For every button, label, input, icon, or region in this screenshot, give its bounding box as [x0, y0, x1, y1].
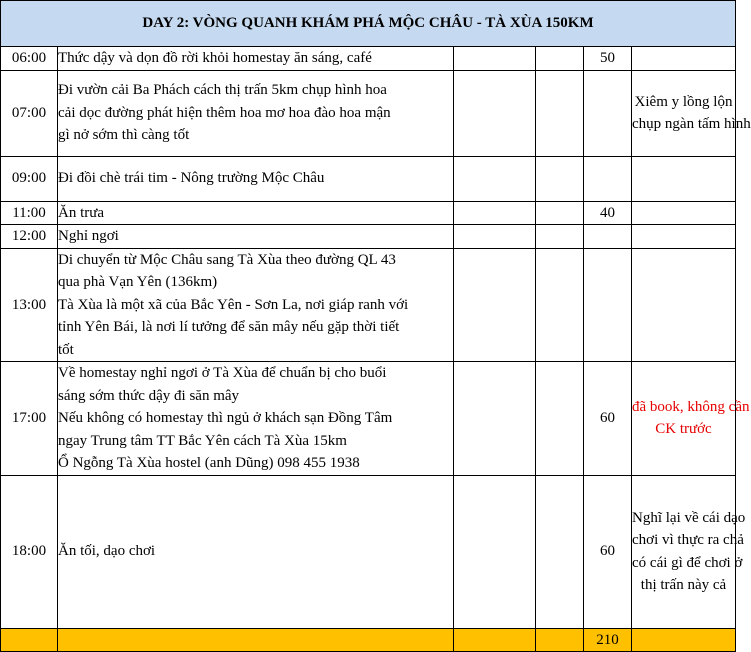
empty-cell[interactable] [536, 475, 584, 628]
itinerary-row [1, 362, 736, 476]
empty-cell[interactable] [536, 248, 584, 362]
empty-cell[interactable] [454, 70, 536, 156]
activity-line: Ăn trưa [58, 204, 105, 221]
empty-cell[interactable] [536, 201, 584, 225]
activity-line: ngay Trung tâm TT Bắc Yên cách Tà Xùa 15km [58, 432, 347, 449]
activity-cell[interactable] [58, 156, 454, 201]
activity-cell[interactable] [58, 47, 454, 71]
empty-cell[interactable] [454, 156, 536, 201]
empty-cell[interactable] [536, 47, 584, 71]
total-empty-cell[interactable] [58, 628, 454, 652]
itinerary-row [1, 248, 736, 362]
itinerary-row [1, 225, 736, 249]
time-cell[interactable]: 06:00 [1, 47, 58, 71]
activity-cell[interactable] [58, 225, 454, 249]
empty-cell[interactable] [536, 70, 584, 156]
cost-cell[interactable]: 60 [584, 362, 632, 476]
note-cell[interactable] [632, 248, 736, 362]
note-line: Xiêm y lồng lộn [634, 93, 733, 110]
note-cell[interactable] [632, 156, 736, 201]
empty-cell[interactable] [536, 156, 584, 201]
note-line: đã book, không cần [632, 398, 750, 415]
itinerary-row [1, 201, 736, 225]
cost-cell[interactable] [584, 225, 632, 249]
activity-line: cải dọc đường phát hiện thêm hoa mơ hoa đào hoa mận [58, 104, 391, 121]
itinerary-row [1, 475, 736, 628]
activity-line: Ổ Ngỗng Tà Xùa hostel (anh Dũng) 098 455 1938 [58, 455, 360, 471]
time-cell[interactable]: 18:00 [1, 475, 58, 628]
activity-cell[interactable] [58, 248, 454, 362]
time-cell[interactable]: 11:00 [1, 201, 58, 225]
empty-cell[interactable] [454, 475, 536, 628]
empty-cell[interactable] [454, 248, 536, 362]
cost-cell[interactable]: 50 [584, 47, 632, 71]
activity-line: Nghỉ ngơi [58, 228, 119, 244]
cost-cell[interactable]: 60 [584, 475, 632, 628]
note-cell[interactable] [632, 475, 746, 628]
cost-cell[interactable] [584, 248, 632, 362]
total-empty-cell[interactable] [536, 628, 584, 652]
total-value[interactable]: 210 [584, 628, 632, 652]
itinerary-row [1, 70, 736, 156]
activity-line: gì nở sớm thì càng tốt [58, 127, 190, 144]
activity-line: qua phà Vạn Yên (136km) [58, 274, 218, 290]
note-line: có cái gì để chơi ở [632, 554, 743, 571]
note-line: thị trấn này cả [640, 577, 727, 593]
itinerary-body [1, 1, 751, 652]
empty-cell[interactable] [454, 225, 536, 249]
activity-cell[interactable] [58, 475, 454, 628]
activity-line: Ăn tối, dạo chơi [58, 543, 156, 560]
itinerary-row [1, 156, 736, 201]
activity-cell[interactable] [58, 70, 454, 156]
note-line: Nghĩ lại về cái dạo [632, 509, 746, 526]
total-empty-cell[interactable] [1, 628, 58, 652]
activity-line: Đi đồi chè trái tim - Nông trường Mộc Châu [58, 170, 325, 187]
note-line: CK trước [655, 421, 712, 438]
activity-line: Tà Xùa là một xã của Bắc Yên - Sơn La, nơi giáp ranh với [58, 296, 409, 313]
note-line: chụp ngàn tấm hình [632, 116, 751, 132]
note-line: chơi vì thực ra chả [632, 532, 744, 548]
time-cell[interactable]: 17:00 [1, 362, 58, 476]
activity-line: Thức dậy và dọn đồ rời khỏi homestay ăn sáng, café [58, 50, 372, 66]
activity-line: Di chuyển từ Mộc Châu sang Tà Xùa theo đường QL 43 [58, 251, 396, 268]
time-cell[interactable]: 13:00 [1, 248, 58, 362]
note-cell[interactable] [632, 225, 736, 249]
note-cell[interactable] [632, 70, 751, 156]
time-cell[interactable]: 09:00 [1, 156, 58, 201]
cost-cell[interactable] [584, 156, 632, 201]
activity-line: Về homestay nghỉ ngơi ở Tà Xùa để chuẩn bị cho buổi [58, 365, 387, 381]
activity-line: tốt [58, 341, 74, 358]
total-row [1, 628, 736, 652]
empty-cell[interactable] [454, 362, 536, 476]
activity-cell[interactable] [58, 201, 454, 225]
title-row [1, 1, 736, 47]
itinerary-row [1, 47, 736, 71]
time-cell[interactable]: 12:00 [1, 225, 58, 249]
cost-cell[interactable]: 40 [584, 201, 632, 225]
activity-cell[interactable] [58, 362, 454, 476]
cost-cell[interactable] [584, 70, 632, 156]
empty-cell[interactable] [454, 47, 536, 71]
empty-cell[interactable] [454, 201, 536, 225]
activity-line: tỉnh Yên Bái, là nơi lí tưởng để săn mây nếu gặp thời tiết [58, 319, 400, 335]
activity-line: Đi vườn cải Ba Phách cách thị trấn 5km chụp hình hoa [58, 82, 387, 99]
note-cell[interactable] [632, 362, 750, 476]
day-title[interactable]: DAY 2: VÒNG QUANH KHÁM PHÁ MỘC CHÂU - TÀ XÙA 150KM [1, 1, 736, 47]
total-empty-cell[interactable] [632, 628, 736, 652]
note-cell[interactable] [632, 201, 736, 225]
total-empty-cell[interactable] [454, 628, 536, 652]
activity-line: Nếu không có homestay thì ngủ ở khách sạn Đồng Tâm [58, 410, 393, 426]
activity-line: sáng sớm thức dậy đi săn mây [58, 387, 240, 404]
note-cell[interactable] [632, 47, 736, 71]
time-cell[interactable]: 07:00 [1, 70, 58, 156]
empty-cell[interactable] [536, 362, 584, 476]
empty-cell[interactable] [536, 225, 584, 249]
